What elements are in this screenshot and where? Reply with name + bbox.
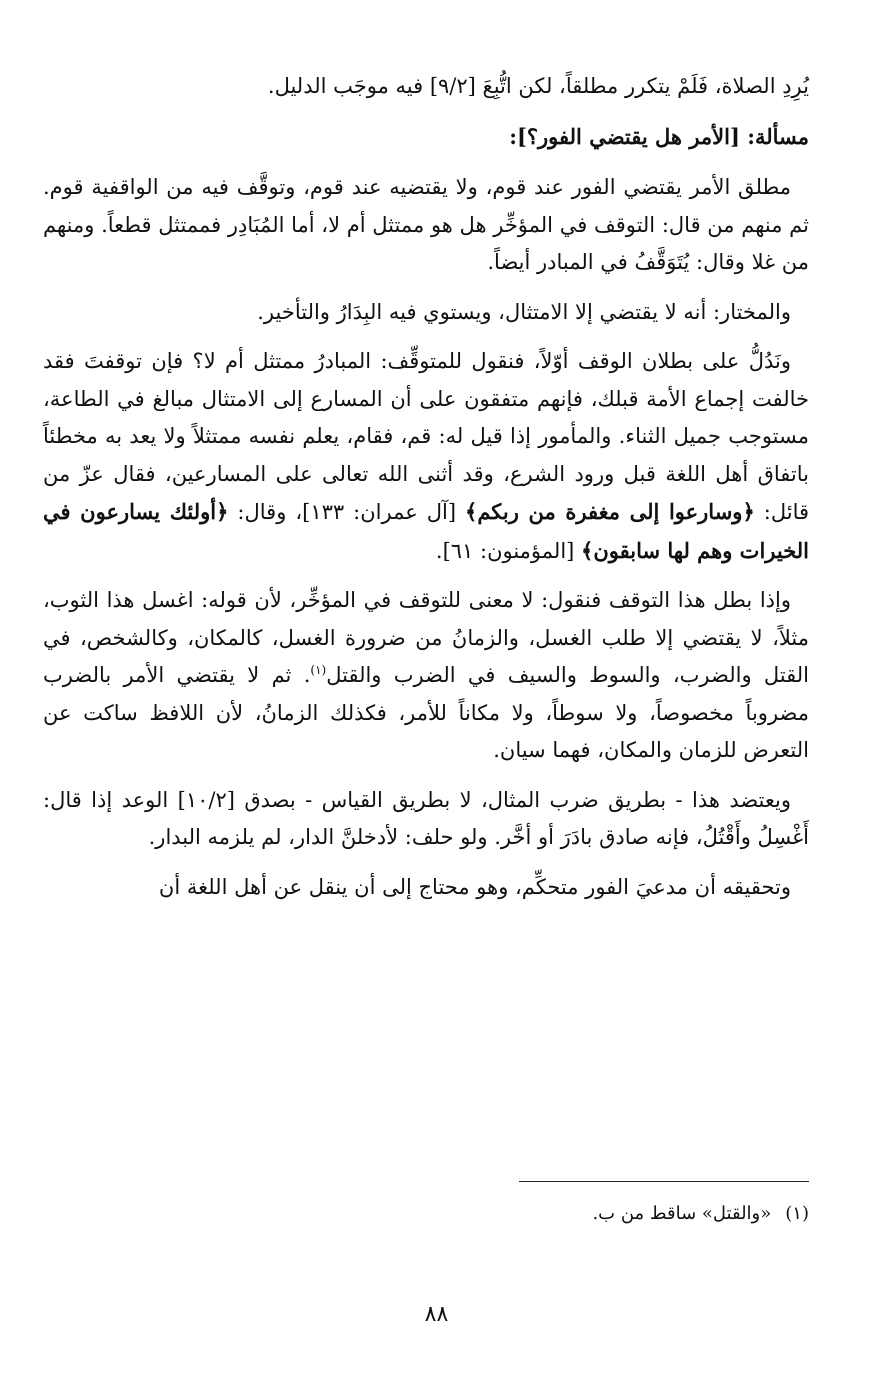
paragraph-2: والمختار: أنه لا يقتضي إلا الامتثال، ويستوي فيه البِدَارُ والتأخير. (257, 299, 791, 324)
paragraph-3-text-b: [آل عمران: ١٣٣]، وقال: (228, 500, 466, 524)
quran-quote-2: ﴿أولئك يسارعون في الخيرات وهم لها سابقون﴾ (43, 499, 809, 563)
paragraph-5: ويعتضد هذا - بطريق ضرب المثال، لا بطريق القياس - بصدق [١٠/٢] الوعد إذا قال: أَغْسِلُ وأَقْتُلُ، فإنه صادق بادَرَ أو أخَّر. ولو حلف: لأدخلنَّ الدار، لم يلزمه البدار. (43, 787, 809, 849)
quran-quote-1: ﴿وسارعوا إلى مغفرة من ربكم﴾ (465, 499, 755, 524)
footnote-divider (519, 1181, 809, 1182)
paragraph-4-text-b: . ثم لا يقتضي الأمر بالضرب مضروباً مخصوصاً، ولا سوطاً، ولا مكاناً للأمر، فكذلك الزمانُ، لأن اللافظ ساكت عن التعرض للزمان والمكان، فهما سيان. (43, 663, 809, 762)
footnote-text: «والقتل» ساقط من ب. (592, 1203, 772, 1224)
footnote-number: (١) (785, 1203, 809, 1224)
paragraph-6: وتحقيقه أن مدعيَ الفور متحكِّم، وهو محتاج إلى أن ينقل عن أهل اللغة أن (158, 874, 791, 899)
footnote-marker: (١) (310, 663, 327, 677)
paragraph-4-text-a: وإذا بطل هذا التوقف فنقول: لا معنى للتوقف في المؤخِّر، لأن قوله: اغسل هذا الثوب، مثلاً، لا يقتضي إلا طلب الغسل، والزمانُ من ضرورة الغسل، كالمكان، وكالشخص، في القتل والضرب، والسوط والسيف في الضرب والقتل (43, 588, 809, 687)
paragraph-4 (43, 582, 809, 770)
paragraph-3-text-c: [المؤمنون: ٦١]. (435, 538, 582, 563)
page-body (43, 68, 809, 918)
paragraph-3 (43, 343, 809, 570)
paragraph-continuation: يُرِدِ الصلاة، فَلَمْ يتكرر مطلقاً، لكن اتُّبِعَ [٩/٢] فيه موجَب الدليل. (267, 74, 809, 98)
section-heading: مسألة: [الأمر هل يقتضي الفور؟]: (509, 123, 809, 149)
paragraph-1: مطلق الأمر يقتضي الفور عند قوم، ولا يقتضيه عند قوم، وتوقَّف فيه من الواقفية قوم. ثم منهم من قال: التوقف في المؤخِّر هل هو ممتثل أم لا، أما المُبَادِر فممتثل قطعاً. ومنهم من غلا وقال: يُتَوَقَّفُ في المبادر أيضاً. (43, 175, 809, 274)
paragraph-3-text-a: ونَدُلُّ على بطلان الوقف أوّلاً، فنقول للمتوقِّف: المبادرُ ممتثل أم لا؟ فإن توقفتَ فقد خالفت إجماع الأمة قبلك، فإنهم متفقون على أن المسارع إلى الامتثال مبالغ في الطاعة، مستوجب جميل الثناء. والمأمور إذا قيل له: قم، فقام، يعلم نفسه ممتثلاً ولا يعد به مخطئاً باتفاق أهل اللغة قبل ورود الشرع، وقد أثنى الله تعالى على المسارعين، فقال عزّ من قائل: (43, 349, 810, 524)
page-number: ٨٨ (424, 1302, 449, 1327)
footnote (43, 1200, 809, 1228)
